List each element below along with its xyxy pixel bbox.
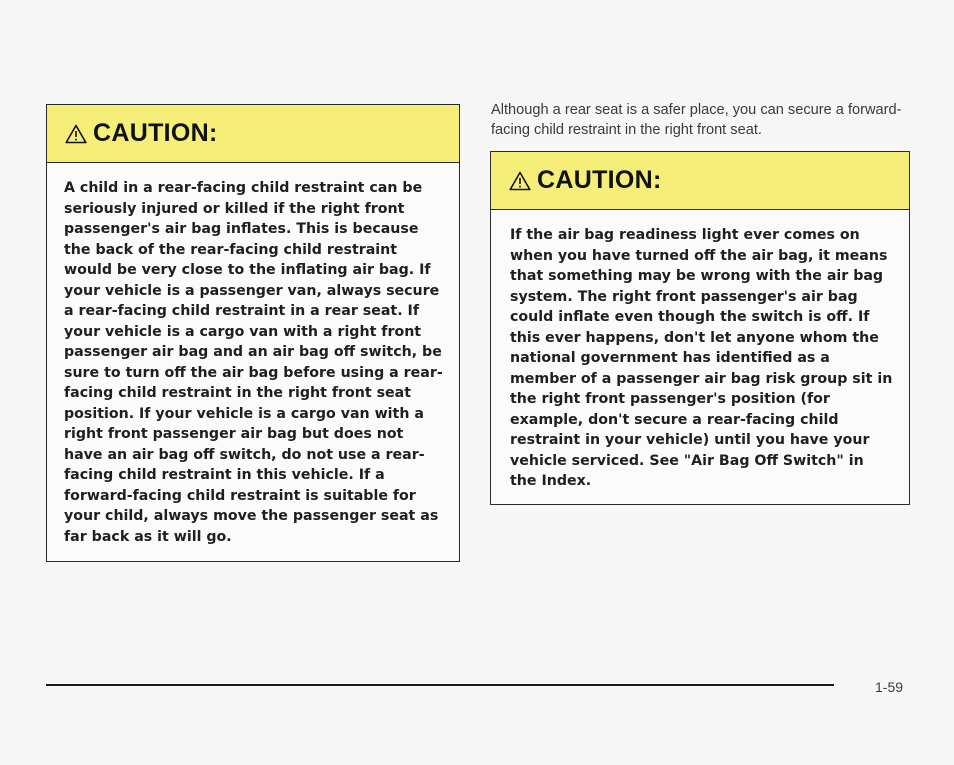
- caution-box-right: [490, 151, 910, 505]
- page-number: 1-59: [875, 679, 904, 695]
- footer-divider: [46, 684, 834, 686]
- caution-body-text: If the air bag readiness light ever comes on when you have turned off the air bag, it means that something may be wrong with the air bag system. The right front passenger's air bag could inflate even though the switch is off. If this ever happens, don't let anyone whom the national government has identified as a member of a passenger air bag risk group sit in the right front passenger's position (for example, don't secure a rear-facing child restraint in your vehicle) until you have your vehicle serviced. See "Air Bag Off Switch" in the Index.: [510, 227, 893, 489]
- warning-triangle-icon: [509, 171, 531, 191]
- warning-triangle-icon: [65, 124, 87, 144]
- caution-body-text: A child in a rear-facing child restraint can be seriously injured or killed if the right front passenger's air bag inflates. This is because the back of the rear-facing child restraint would be very close to the inflating air bag. If your vehicle is a passenger van, always secure a rear-facing child restraint in a rear seat. If your vehicle is a cargo van with a right front passenger air bag and an air bag off switch, be sure to turn off the air bag before using a rear-facing child restraint in the right front seat position. If your vehicle is a cargo van with a right front passenger air bag but does not have an air bag off switch, do not use a rear-facing child restraint in this vehicle. If a forward-facing child restraint is suitable for your child, always move the passenger seat as far back as it will go.: [64, 180, 443, 545]
- intro-paragraph: Although a rear seat is a safer place, you can secure a forward-facing child restraint in the right front seat.: [491, 102, 902, 138]
- caution-header: [491, 152, 909, 210]
- caution-title: CAUTION:: [537, 166, 662, 194]
- caution-box-left: [46, 104, 460, 562]
- caution-title: CAUTION:: [93, 119, 218, 147]
- caution-header: [47, 105, 459, 163]
